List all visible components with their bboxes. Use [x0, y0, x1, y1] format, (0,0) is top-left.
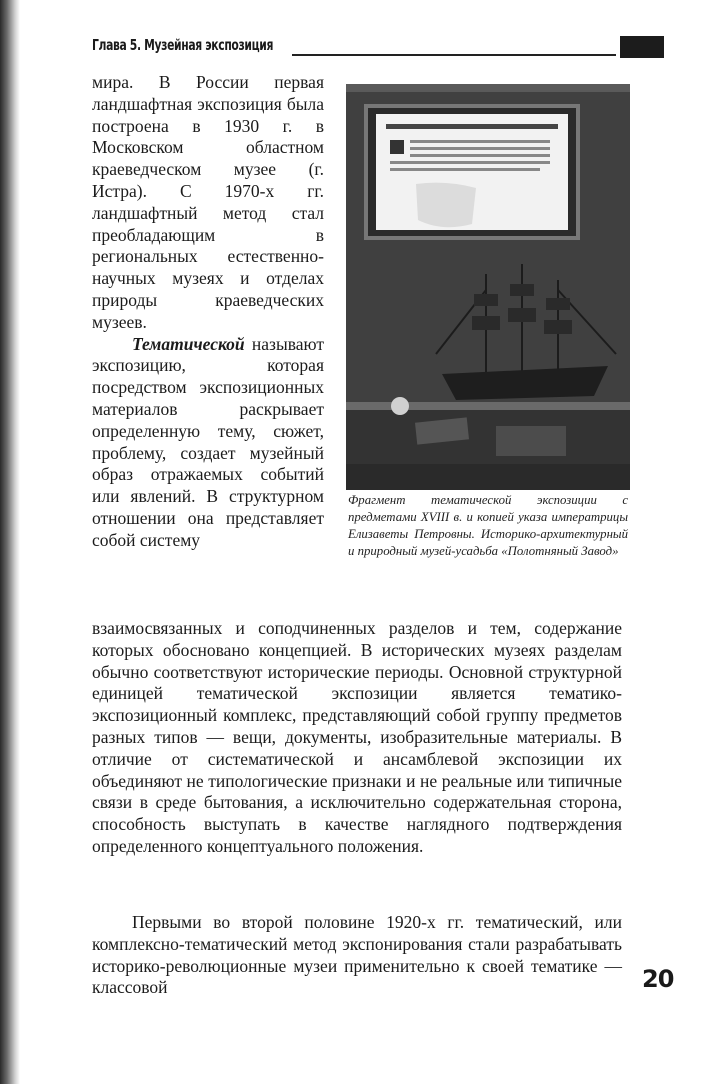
page-number: 20	[642, 965, 674, 993]
header-block	[620, 36, 664, 58]
exhibit-photo-drawing	[346, 84, 630, 490]
paragraph-1: мира. В России первая ландшафтная экспозиция была построена в 1930 г. в Московском областном краеведческом музее (г. Истра). С 1970-х гг. ландшафтный метод стал преобладающим в региональных естественно-научных музеях и отделах природы краеведческих музеев.	[92, 72, 324, 332]
exhibit-photo	[346, 84, 630, 490]
left-column-text	[92, 72, 324, 552]
full-width-paragraph: взаимосвязанных и соподчиненных разделов и тем, содержание которых обосновано концепцией. В исторических музеях разделам обычно соответствуют исторические периоды. Основной структурной единицей тематической экспозиции является тематико-экспозиционный комплекс, представляющий собой группу предметов разных типов — вещи, документы, изобразительные материалы. В отличие от систематической и ансамблевой экспозиции их объединяют не типологические признаки и не реальные или типичные связи в среде бытования, а исключительно содержательная сторона, способность выступать в качестве наглядного подтверждения определенного концептуального положения.	[92, 618, 622, 856]
paragraph-3: Первыми во второй половине 1920-х гг. тематический, или комплексно-тематический метод экспонирования стали разрабатывать историко-революционные музеи применительно к своей тематике — классовой	[92, 912, 622, 998]
header-rule	[292, 54, 616, 56]
term-thematic: Тематической	[132, 333, 245, 354]
running-header	[92, 34, 664, 62]
figure-caption: Фрагмент тематической экспозиции с предметами XVIII в. и копией указа императрицы Елизаветы Петровны. Историко-архитектурный и природный музей-усадьба «Полотняный Завод»	[348, 493, 628, 558]
chapter-title: Глава 5. Музейная экспозиция	[92, 36, 274, 54]
paragraph-2	[92, 334, 324, 550]
paragraph-2-text: называют экспозицию, которая посредством экспозиционных материалов раскрывает определенную тему, сюжет, проблему, создает музейный образ отражаемых событий или явлений. В структурном отношении она представляет собой систему	[92, 333, 324, 550]
book-spine-shadow	[0, 0, 20, 1084]
